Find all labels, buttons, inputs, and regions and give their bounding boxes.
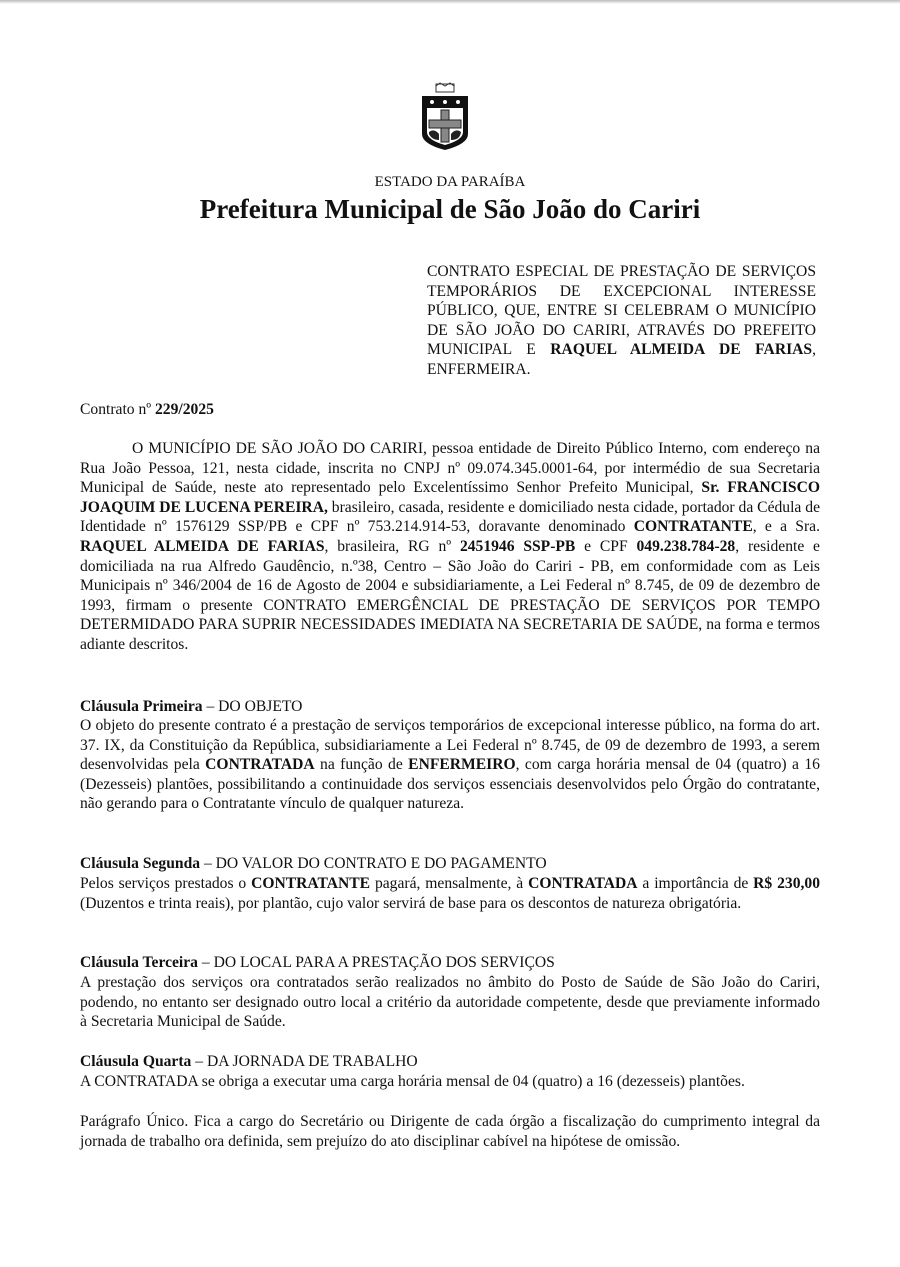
page-title: Prefeitura Municipal de São João do Cariri <box>199 194 701 224</box>
bold-text: RAQUEL ALMEIDA DE FARIAS <box>550 341 813 359</box>
bold-text: Cláusula Quarta <box>80 1053 192 1070</box>
bold-text: Cláusula Terceira <box>80 954 198 971</box>
text-segment: – DA JORNADA DE TRABALHO <box>191 1053 418 1070</box>
text-segment: A CONTRATADA se obriga a executar uma carga horária mensal de 04 (quatro) a 16 (dezesseis) plantões. <box>80 1073 745 1090</box>
text-segment: Parágrafo Único. Fica a cargo do Secretário ou Dirigente de cada órgão a fiscalização do cumprimento integral da jornada de trabalho ora definida, sem prejuízo do ato disciplinar cabível na hipótese de omissão. <box>80 1113 820 1150</box>
text-segment: Pelos serviços prestados o <box>80 875 252 892</box>
bold-text: CONTRATANTE <box>251 875 371 892</box>
text-segment: O MUNICÍPIO DE SÃO JOÃO DO CARIRI, pessoa entidade de Direito Público Interno, com endereço na Rua João Pessoa, 121, nesta cidade, inscrita no CNPJ nº 09.074.345.0001-64, por intermédio de sua Secretaria Municipal de Saúde, neste ato representado pelo Excelentíssimo Senhor Prefeito Municipal, <box>80 440 820 497</box>
text-segment: , residente e domiciliada na rua Alfredo Gaudêncio, n.º38, Centro – São João do Cariri - PB, em conformidade com as Leis Municipais nº 346/2004 de 16 de Agosto de 2004 e subsidiariamente, a Lei Federal nº 8.745, de 09 de dezembro de 1993, firmam o presente CONTRATO EMERGÊNCIAL DE PRESTAÇÃO DE SERVIÇOS POR TEMPO DETERMIDADO PARA SUPRIR NECESSIDADES IMEDIATA NA SECRETARIA DE SAÚDE, na forma e termos adiante descritos. <box>80 537 820 653</box>
clause-2-body <box>80 874 820 913</box>
text-segment: a importância de <box>637 875 754 892</box>
bold-text: R$ 230,00 <box>753 875 820 892</box>
text-segment: – DO VALOR DO CONTRATO E DO PAGAMENTO <box>200 855 547 872</box>
bold-text: Sr. FRANCISCO JOAQUIM DE LUCENA PEREIRA, <box>80 479 820 516</box>
municipal-coat-of-arms-icon <box>418 82 472 152</box>
text-segment: – DO LOCAL PARA A PRESTAÇÃO DOS SERVIÇOS <box>197 954 555 971</box>
bold-text: Cláusula Segunda <box>80 855 201 872</box>
text-segment: CONTRATO ESPECIAL DE PRESTAÇÃO DE SERVIÇOS TEMPORÁRIOS DE EXCEPCIONAL INTERESSE PÚBLICO, QUE, ENTRE SI CELEBRAM O MUNICÍPIO DE SÃO JOÃO DO CARIRI, ATRAVÉS DO PREFEITO MUNICIPAL E <box>427 263 816 359</box>
bold-text: 2451946 SSP-PB <box>459 537 576 555</box>
clause-4-body <box>80 1072 820 1092</box>
bold-text: CONTRATADA <box>528 875 638 892</box>
text-segment: pagará, mensalmente, à <box>370 875 529 892</box>
text-segment: Contrato nº <box>80 401 155 418</box>
scan-edge <box>0 0 900 4</box>
sole-paragraph <box>80 1112 820 1151</box>
contract-number <box>80 400 820 420</box>
text-segment: brasileiro, casada, residente e domiciliado nesta cidade, portador da Cédula de Identidade nº 1576129 SSP/PB e CPF nº 753.214.914-53, doravante denominado <box>80 498 820 536</box>
clause-3-body <box>80 973 820 1032</box>
text-segment: O objeto do presente contrato é a prestação de serviços temporários de excepcional interesse público, na forma do art. 37. IX, da Constituição da República, subsidiariamente a Lei Federal nº 8.745, de 09 de dezembro de 1993, a serem desenvolvidas pela <box>80 717 820 774</box>
bold-text: CONTRATADA <box>205 756 315 774</box>
state-name: ESTADO DA PARAÍBA <box>374 174 526 190</box>
text-segment: A prestação dos serviços ora contratados serão realizados no âmbito do Posto de Saúde de São João do Cariri, podendo, no entanto ser designado outro local a critério da autoridade competente, desde que previamente informado à Secretaria Municipal de Saúde. <box>80 974 820 1031</box>
clause-4-heading <box>80 1052 820 1072</box>
bold-text: RAQUEL ALMEIDA DE FARIAS <box>80 537 325 555</box>
bold-text: 229/2025 <box>155 401 214 418</box>
clause-1-body <box>80 716 820 814</box>
text-segment: na função de <box>314 756 409 774</box>
text-segment: , com carga horária mensal de 04 (quatro) a 16 (Dezesseis) plantões, possibilitando a continuidade dos serviços essenciais desenvolvidos pelo Órgão do contratante, não gerando para o Contratante vínculo de qualquer natureza. <box>80 756 820 813</box>
clause-1-heading <box>80 697 820 717</box>
clause-3-heading <box>80 953 820 973</box>
text-segment: , brasileira, RG nº <box>324 537 460 555</box>
contract-summary <box>427 262 816 380</box>
bold-text: ENFERMEIRO <box>408 756 516 774</box>
text-segment: , ENFERMEIRA. <box>427 341 816 378</box>
bold-text: Cláusula Primeira <box>80 698 203 715</box>
text-segment: e CPF <box>575 537 637 555</box>
bold-text: 049.238.784-28 <box>636 537 736 555</box>
text-segment: (Duzentos e trinta reais), por plantão, cujo valor servirá de base para os descontos de natureza obrigatória. <box>80 894 742 912</box>
text-segment: – DO OBJETO <box>202 698 303 715</box>
text-segment: , e a Sra. <box>752 518 820 536</box>
bold-text: CONTRATANTE <box>633 518 753 536</box>
intro-paragraph <box>80 439 820 655</box>
clause-2-heading <box>80 854 820 874</box>
